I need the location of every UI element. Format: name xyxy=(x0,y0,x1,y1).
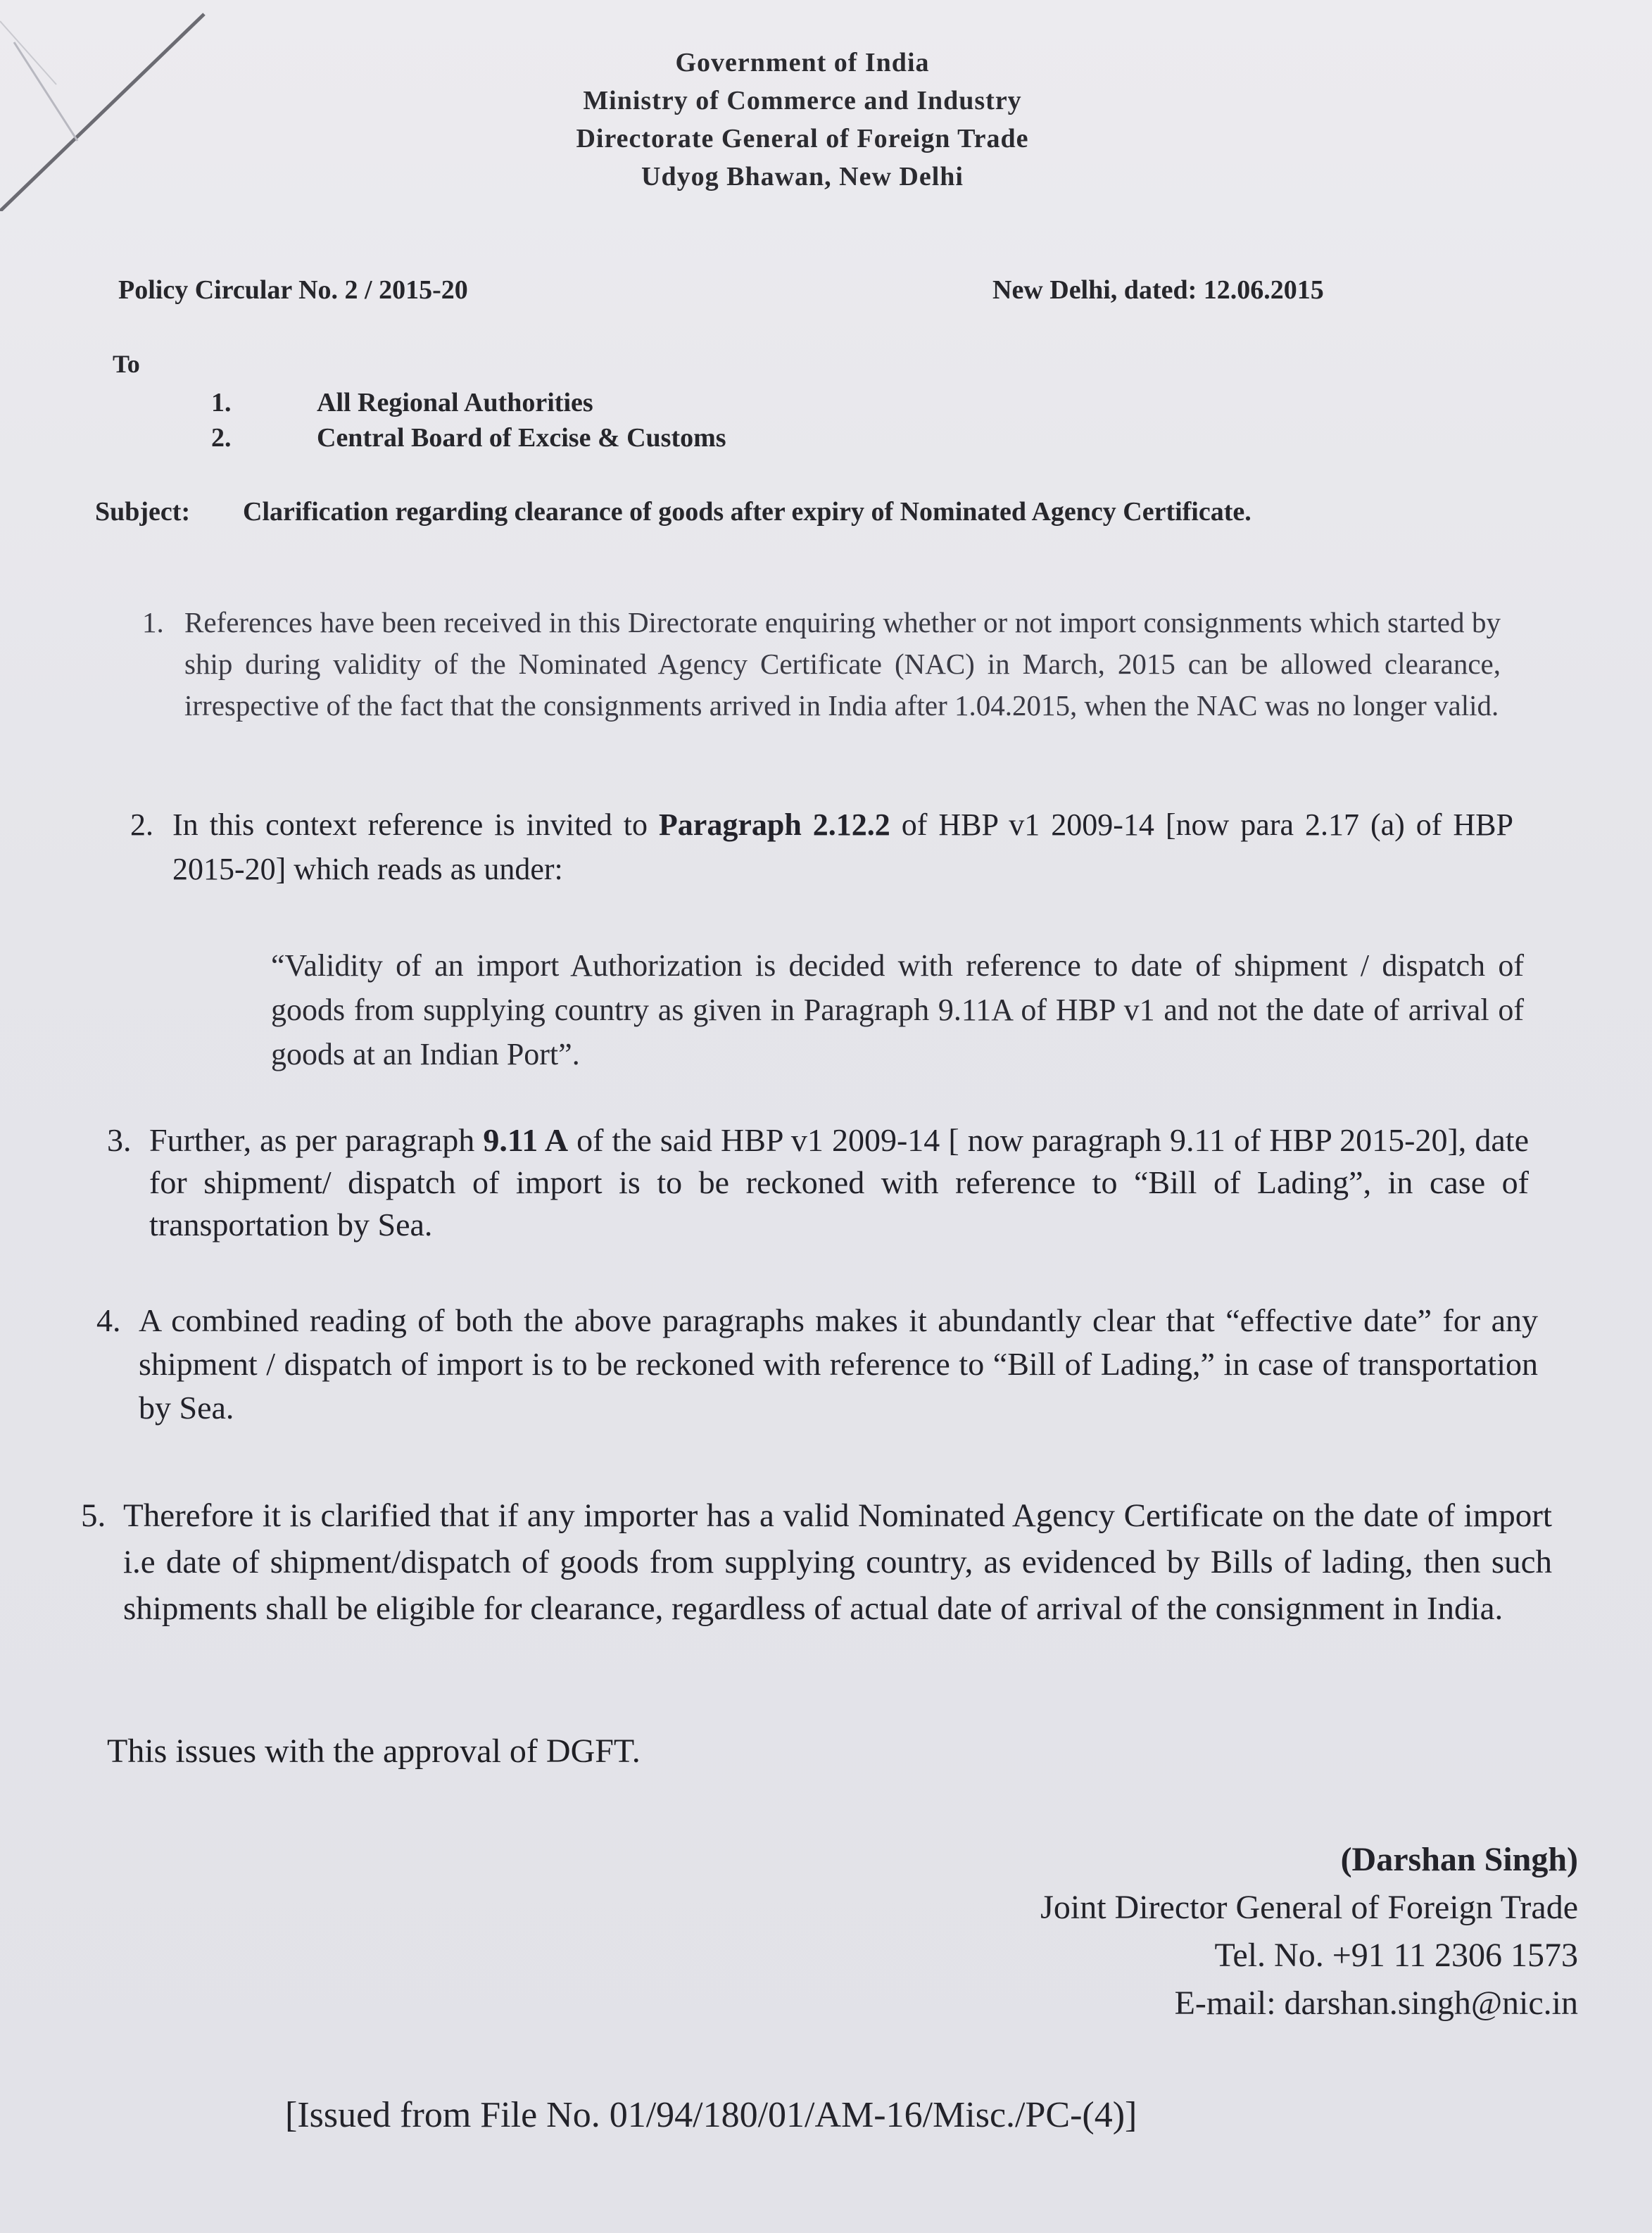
paragraph-text: Further, as per paragraph xyxy=(149,1122,484,1158)
header-directorate: Directorate General of Foreign Trade xyxy=(576,124,1029,153)
paragraph-3 xyxy=(107,1119,1529,1246)
header-ministry: Ministry of Commerce and Industry xyxy=(583,86,1022,115)
paragraph-text: A combined reading of both the above paragraphs makes it abundantly clear that “effective date” for any shipment / dispatch of import is to be reckoned with reference to “Bill of Lading,” in case of transportation by Sea. xyxy=(139,1302,1538,1426)
file-number: [Issued from File No. 01/94/180/01/AM-16/Misc./PC-(4)] xyxy=(285,2095,1137,2135)
subject-text: Clarification regarding clearance of goods after expiry of Nominated Agency Certificate. xyxy=(243,497,1251,527)
paragraph-reference: 9.11 A xyxy=(483,1122,569,1158)
paragraph-number: 3. xyxy=(107,1122,132,1158)
circular-number: Policy Circular No. 2 / 2015-20 xyxy=(118,275,468,305)
signatory-designation: Joint Director General of Foreign Trade xyxy=(1040,1889,1578,1926)
recipient-item xyxy=(211,387,593,418)
paragraph-text: of HBP v1 2009-14 [now para 2.17 (a) of HBP 2015-20] which reads as under: xyxy=(172,807,1513,886)
to-label: To xyxy=(113,350,140,378)
signatory-phone: Tel. No. +91 11 2306 1573 xyxy=(1214,1937,1578,1974)
recipient-text: Central Board of Excise & Customs xyxy=(317,423,726,453)
paragraph-text: In this context reference is invited to xyxy=(172,807,659,842)
subject-label: Subject: xyxy=(95,497,191,527)
subject-line xyxy=(95,493,1503,531)
recipient-text: All Regional Authorities xyxy=(317,388,593,417)
quoted-provision: “Validity of an import Authorization is decided with reference to date of shipment / dispatch of goods from supplying country as given in Paragraph 9.11A of HBP v1 and not the date of arrival of goods at an Indian Port”. xyxy=(271,948,1524,1071)
paragraph-reference: Paragraph 2.12.2 xyxy=(658,807,890,842)
paragraph-number: 2. xyxy=(130,807,153,842)
paragraph-2 xyxy=(130,803,1513,891)
paragraph-number: 1. xyxy=(142,606,164,639)
paragraph-text: References have been received in this Directorate enquiring whether or not import consignments which started by ship during validity of the Nominated Agency Certificate (NAC) in March, 2015 can be allowed clearance, irrespective of the fact that the consignments arrived in India after 1.04.2015, when the NAC was no longer valid. xyxy=(184,606,1501,722)
recipient-item xyxy=(211,422,726,453)
header-government: Government of India xyxy=(675,48,930,77)
circular-date: New Delhi, dated: 12.06.2015 xyxy=(992,275,1324,305)
paragraph-text: Therefore it is clarified that if any importer has a valid Nominated Agency Certificate on the date of import i.e date of shipment/dispatch of goods from supplying country, as evidenced by Bills of lading, then such shipments shall be eligible for clearance, regardless of actual date of arrival of the consignment in India. xyxy=(123,1497,1552,1627)
signatory-email: E-mail: darshan.singh@nic.in xyxy=(1174,1984,1578,2022)
approval-note: This issues with the approval of DGFT. xyxy=(107,1732,641,1770)
paragraph-1 xyxy=(142,602,1501,726)
signatory-name: (Darshan Singh) xyxy=(1340,1841,1578,1878)
recipient-number: 2. xyxy=(211,423,232,453)
header-address: Udyog Bhawan, New Delhi xyxy=(641,162,964,191)
paragraph-number: 4. xyxy=(96,1302,121,1338)
letterhead xyxy=(0,44,1605,196)
paragraph-5 xyxy=(81,1492,1552,1632)
paragraph-text: of the said HBP v1 2009-14 [ now paragraph 9.11 of HBP 2015-20], date for shipment/ dispatch of import is to be reckoned with reference to “Bill of Lading”, in case of transportation by Sea. xyxy=(149,1122,1529,1243)
paragraph-4 xyxy=(96,1299,1538,1430)
signature-block xyxy=(1040,1836,1578,2027)
recipient-number: 1. xyxy=(211,388,232,417)
paragraph-number: 5. xyxy=(81,1497,106,1534)
